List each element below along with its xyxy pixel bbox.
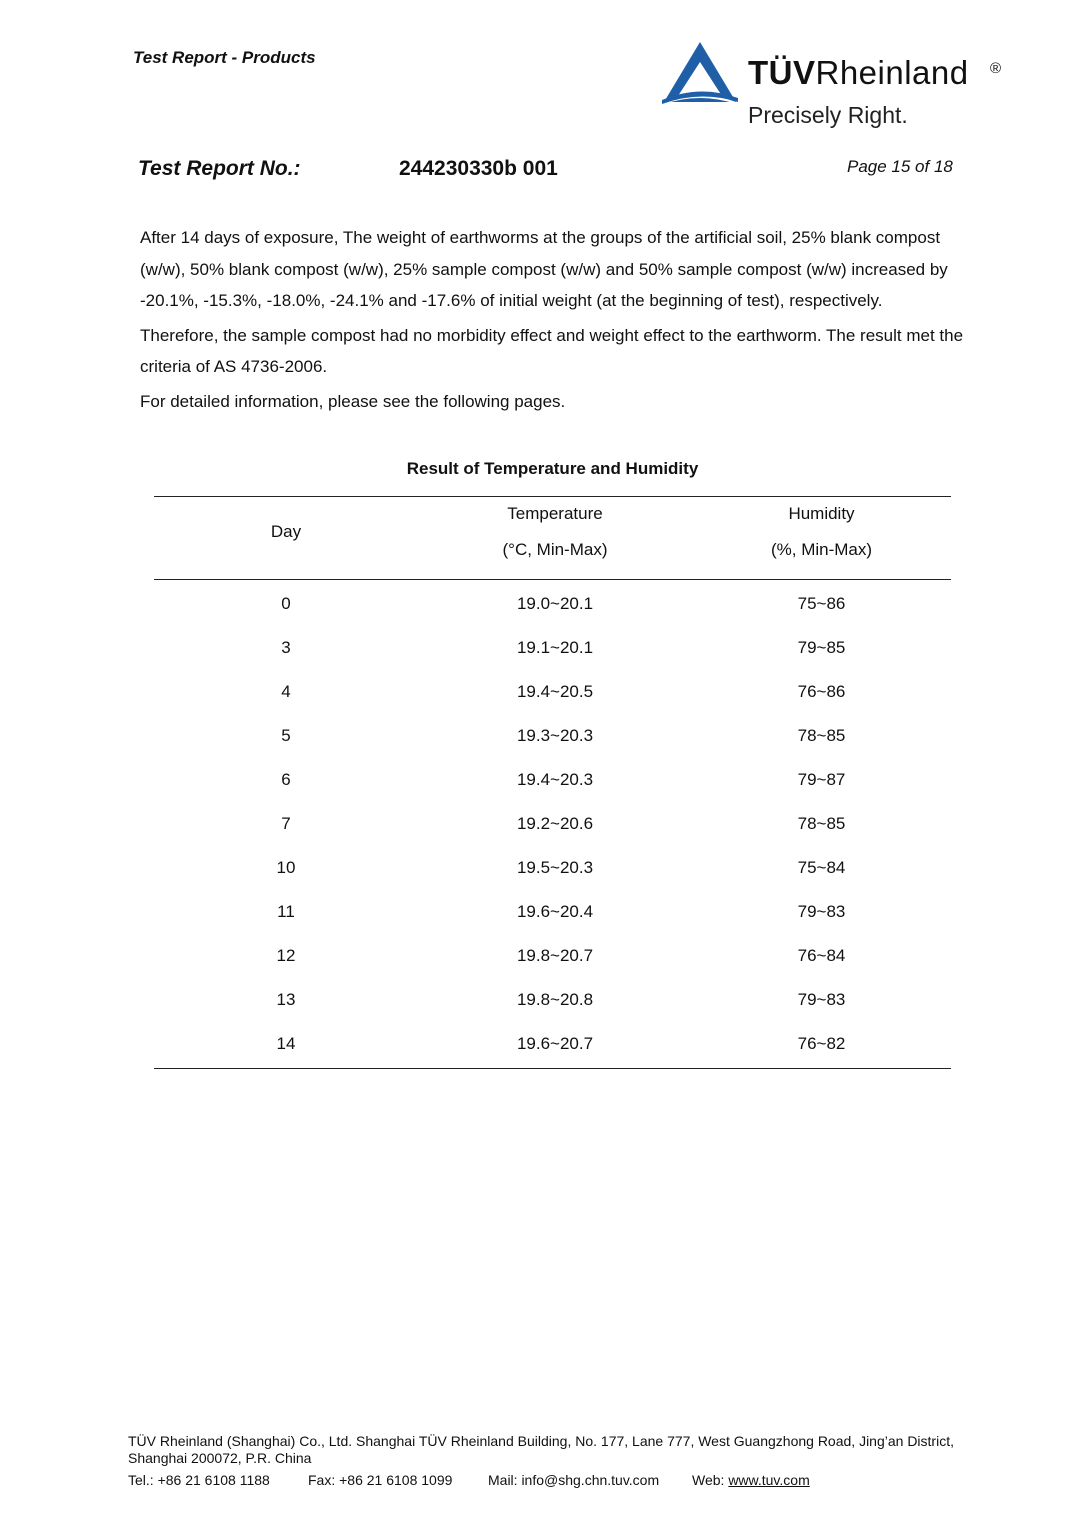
footer-mail: Mail: info@shg.chn.tuv.com bbox=[488, 1472, 660, 1488]
footer-web-link[interactable]: www.tuv.com bbox=[728, 1472, 810, 1488]
tuv-triangle-icon bbox=[660, 40, 740, 110]
cell-humidity: 79~83 bbox=[797, 990, 846, 1009]
report-number-label: Test Report No.: bbox=[138, 157, 301, 180]
cell-temperature: 19.4~20.5 bbox=[516, 682, 594, 701]
table-row bbox=[154, 978, 951, 1022]
brand-name bbox=[748, 54, 969, 92]
cell-day: 3 bbox=[281, 638, 291, 657]
cell-day: 10 bbox=[276, 858, 296, 877]
brand-tagline: Precisely Right. bbox=[748, 102, 908, 128]
cell-day: 7 bbox=[281, 814, 291, 833]
header-day: Day bbox=[270, 522, 302, 541]
header-temperature-unit: (°C, Min-Max) bbox=[502, 540, 608, 559]
cell-humidity: 75~84 bbox=[797, 858, 846, 877]
footer-fax: Fax: +86 21 6108 1099 bbox=[308, 1472, 453, 1488]
paragraph-exposure: After 14 days of exposure, The weight of earthworms at the groups of the artificial soil, 25% blank compost (w/w), 50% blank compost (w/w), 25% sample compost (w/w) and 50% sample compost (w/w) increased by -20.1%, -15.3%, -18.0%, -24.1% and -17.6% of initial weight (at the beginning of test), respectively. bbox=[140, 228, 948, 310]
table-header bbox=[154, 497, 951, 580]
cell-temperature: 19.8~20.7 bbox=[516, 946, 594, 965]
footer-web bbox=[692, 1472, 810, 1488]
cell-day: 5 bbox=[281, 726, 291, 745]
header-humidity-unit: (%, Min-Max) bbox=[770, 540, 873, 559]
table-row bbox=[154, 934, 951, 978]
table-row bbox=[154, 670, 951, 714]
cell-day: 12 bbox=[276, 946, 296, 965]
brand-name-bold: TÜV bbox=[748, 54, 816, 91]
table-row bbox=[154, 714, 951, 758]
cell-humidity: 75~86 bbox=[797, 594, 846, 613]
footer-address: TÜV Rheinland (Shanghai) Co., Ltd. Shanghai TÜV Rheinland Building, No. 177, Lane 777, West Guangzhong Road, Jing’an District, Shanghai 200072, P.R. China bbox=[128, 1433, 954, 1466]
cell-humidity: 79~83 bbox=[797, 902, 846, 921]
cell-day: 4 bbox=[281, 682, 291, 701]
table-row bbox=[154, 582, 951, 626]
paragraph-conclusion: Therefore, the sample compost had no morbidity effect and weight effect to the earthworm. The result met the criteria of AS 4736-2006. bbox=[140, 325, 964, 376]
table-row bbox=[154, 846, 951, 890]
cell-temperature: 19.3~20.3 bbox=[516, 726, 594, 745]
footer-web-label: Web: bbox=[692, 1472, 729, 1488]
page-number: Page 15 of 18 bbox=[847, 157, 953, 176]
table-row bbox=[154, 1022, 951, 1066]
document-type: Test Report - Products bbox=[133, 48, 316, 67]
table-body bbox=[154, 580, 951, 1068]
body-text bbox=[140, 222, 985, 420]
cell-temperature: 19.6~20.7 bbox=[516, 1034, 594, 1053]
table-row bbox=[154, 802, 951, 846]
report-number: 244230330b 001 bbox=[399, 157, 558, 180]
table-row bbox=[154, 626, 951, 670]
cell-temperature: 19.6~20.4 bbox=[516, 902, 594, 921]
temperature-humidity-table bbox=[154, 496, 951, 1069]
cell-day: 13 bbox=[276, 990, 296, 1009]
cell-temperature: 19.0~20.1 bbox=[516, 594, 594, 613]
tuv-rheinland-logo bbox=[660, 40, 1020, 140]
table-row bbox=[154, 758, 951, 802]
cell-humidity: 76~84 bbox=[797, 946, 846, 965]
table-row bbox=[154, 890, 951, 934]
cell-temperature: 19.4~20.3 bbox=[516, 770, 594, 789]
header-temperature: Temperature bbox=[507, 504, 603, 523]
cell-humidity: 78~85 bbox=[797, 814, 846, 833]
header-humidity: Humidity bbox=[788, 504, 855, 523]
registered-mark: ® bbox=[990, 60, 1002, 77]
cell-humidity: 79~87 bbox=[797, 770, 846, 789]
cell-humidity: 76~82 bbox=[797, 1034, 846, 1053]
footer-tel: Tel.: +86 21 6108 1188 bbox=[128, 1472, 270, 1488]
cell-humidity: 78~85 bbox=[797, 726, 846, 745]
cell-temperature: 19.1~20.1 bbox=[516, 638, 594, 657]
paragraph-reference: For detailed information, please see the following pages. bbox=[140, 391, 566, 411]
cell-temperature: 19.5~20.3 bbox=[516, 858, 594, 877]
cell-temperature: 19.2~20.6 bbox=[516, 814, 594, 833]
cell-temperature: 19.8~20.8 bbox=[516, 990, 594, 1009]
cell-humidity: 76~86 bbox=[797, 682, 846, 701]
cell-humidity: 79~85 bbox=[797, 638, 846, 657]
cell-day: 11 bbox=[277, 902, 295, 921]
cell-day: 0 bbox=[281, 594, 291, 613]
brand-name-rest: Rheinland bbox=[815, 54, 969, 91]
table-title: Result of Temperature and Humidity bbox=[406, 459, 699, 478]
cell-day: 6 bbox=[281, 770, 291, 789]
cell-day: 14 bbox=[276, 1034, 296, 1053]
